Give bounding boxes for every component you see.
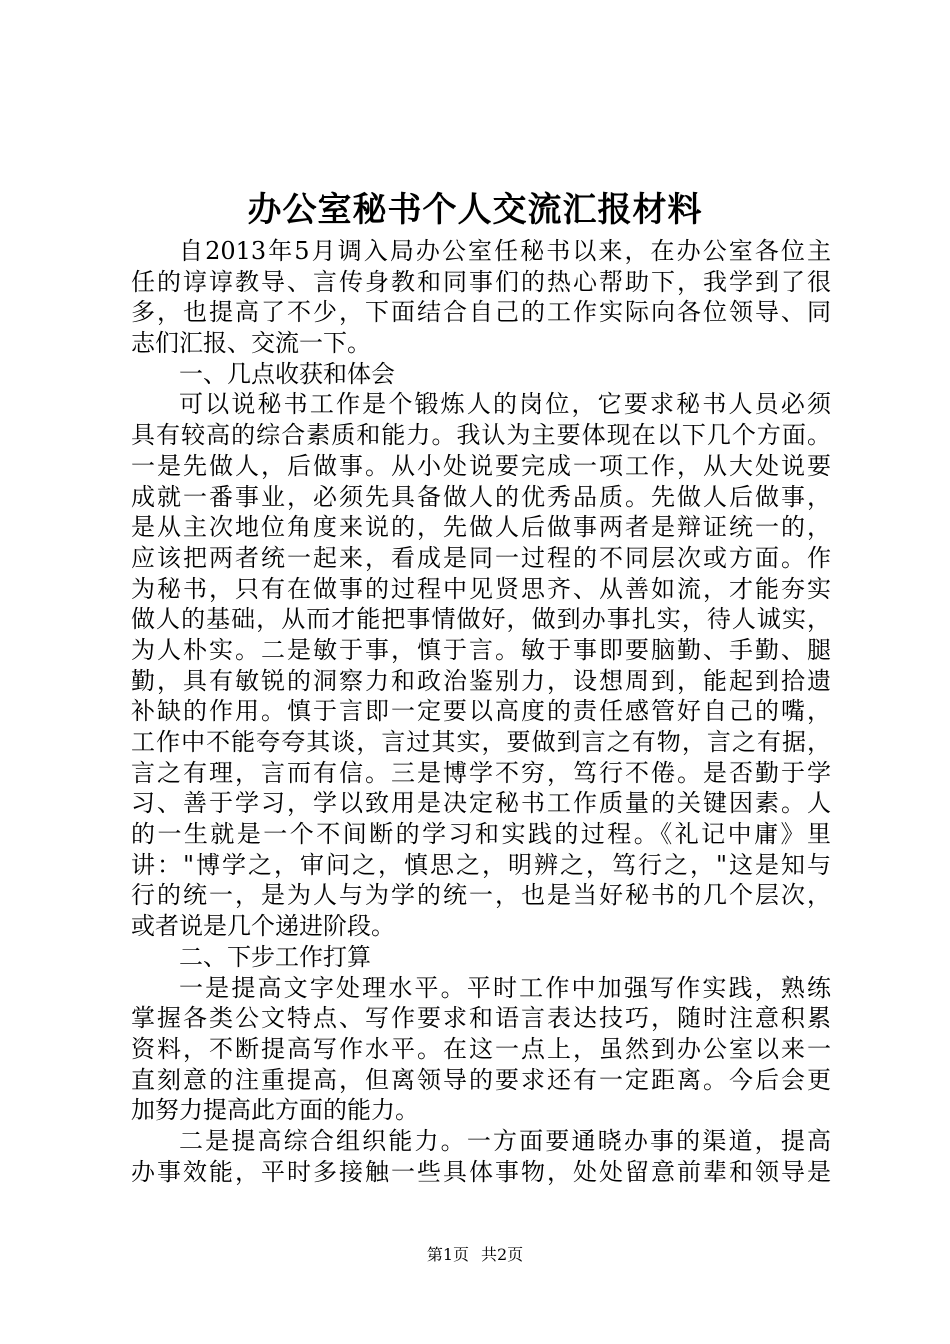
text-line: 讲："博学之，审问之，慎思之，明辨之，笃行之，"这是知与 [131,850,831,879]
text-line: 加努力提高此方面的能力。 [131,1096,419,1125]
text-line: 勤，具有敏锐的洞察力和政治鉴别力，设想周到，能起到拾遗 [131,666,831,695]
text-line: 二是提高综合组织能力。一方面要通晓办事的渠道，提高 [179,1126,831,1155]
text-line: 任的谆谆教导、言传身教和同事们的热心帮助下，我学到了很 [131,267,831,296]
text-line: 直刻意的注重提高，但离领导的要求还有一定距离。今后会更 [131,1065,831,1094]
text-line: 为秘书，只有在做事的过程中见贤思齐、从善如流，才能夯实 [131,574,831,603]
section-heading: 二、下步工作打算 [179,942,371,971]
text-line: 资料，不断提高写作水平。在这一点上，虽然到办公室以来一 [131,1034,831,1063]
text-line: 是从主次地位角度来说的，先做人后做事两者是辩证统一的， [131,513,831,542]
section-heading: 一、几点收获和体会 [179,359,395,388]
text-line: 自2013年5月调入局办公室任秘书以来，在办公室各位主 [179,237,831,265]
text-line: 多，也提高了不少，下面结合自己的工作实际向各位领导、同 [131,298,831,327]
document-body [131,236,831,1187]
text-line: 习、善于学习，学以致用是决定秘书工作质量的关键因素。人 [131,789,831,818]
text-line: 应该把两者统一起来，看成是同一过程的不同层次或方面。作 [131,543,831,572]
text-line: 志们汇报、交流一下。 [131,329,371,358]
text-line: 或者说是几个递进阶段。 [131,912,395,941]
text-line: 工作中不能夸夸其谈，言过其实，要做到言之有物，言之有据， [131,728,831,756]
text-line: 言之有理，言而有信。三是博学不穷，笃行不倦。是否勤于学 [131,758,831,787]
text-line: 的一生就是一个不间断的学习和实践的过程。《礼记中庸》里 [131,820,831,849]
text-line: 一是提高文字处理水平。平时工作中加强写作实践，熟练 [179,973,831,1002]
page-footer [0,1243,950,1267]
text-line: 办事效能，平时多接触一些具体事物，处处留意前辈和领导是 [131,1157,831,1186]
text-line: 具有较高的综合素质和能力。我认为主要体现在以下几个方面。 [131,421,831,450]
text-line: 掌握各类公文特点、写作要求和语言表达技巧，随时注意积累 [131,1004,831,1033]
text-line: 做人的基础，从而才能把事情做好，做到办事扎实，待人诚实， [131,605,831,634]
page-number: 第1页 [426,1245,469,1264]
document-title: 办公室秘书个人交流汇报材料 [247,190,703,230]
text-line: 补缺的作用。慎于言即一定要以高度的责任感管好自己的嘴， [131,697,831,726]
text-line: 为人朴实。二是敏于事，慎于言。敏于事即要脑勤、手勤、腿 [131,635,831,664]
text-line: 行的统一，是为人与为学的统一，也是当好秘书的几个层次， [131,881,831,910]
page-total: 共2页 [481,1245,524,1264]
text-line: 一是先做人，后做事。从小处说要完成一项工作，从大处说要 [131,451,831,480]
text-line: 成就一番事业，必须先具备做人的优秀品质。先做人后做事， [131,482,831,511]
text-line: 可以说秘书工作是个锻炼人的岗位，它要求秘书人员必须 [179,390,831,419]
